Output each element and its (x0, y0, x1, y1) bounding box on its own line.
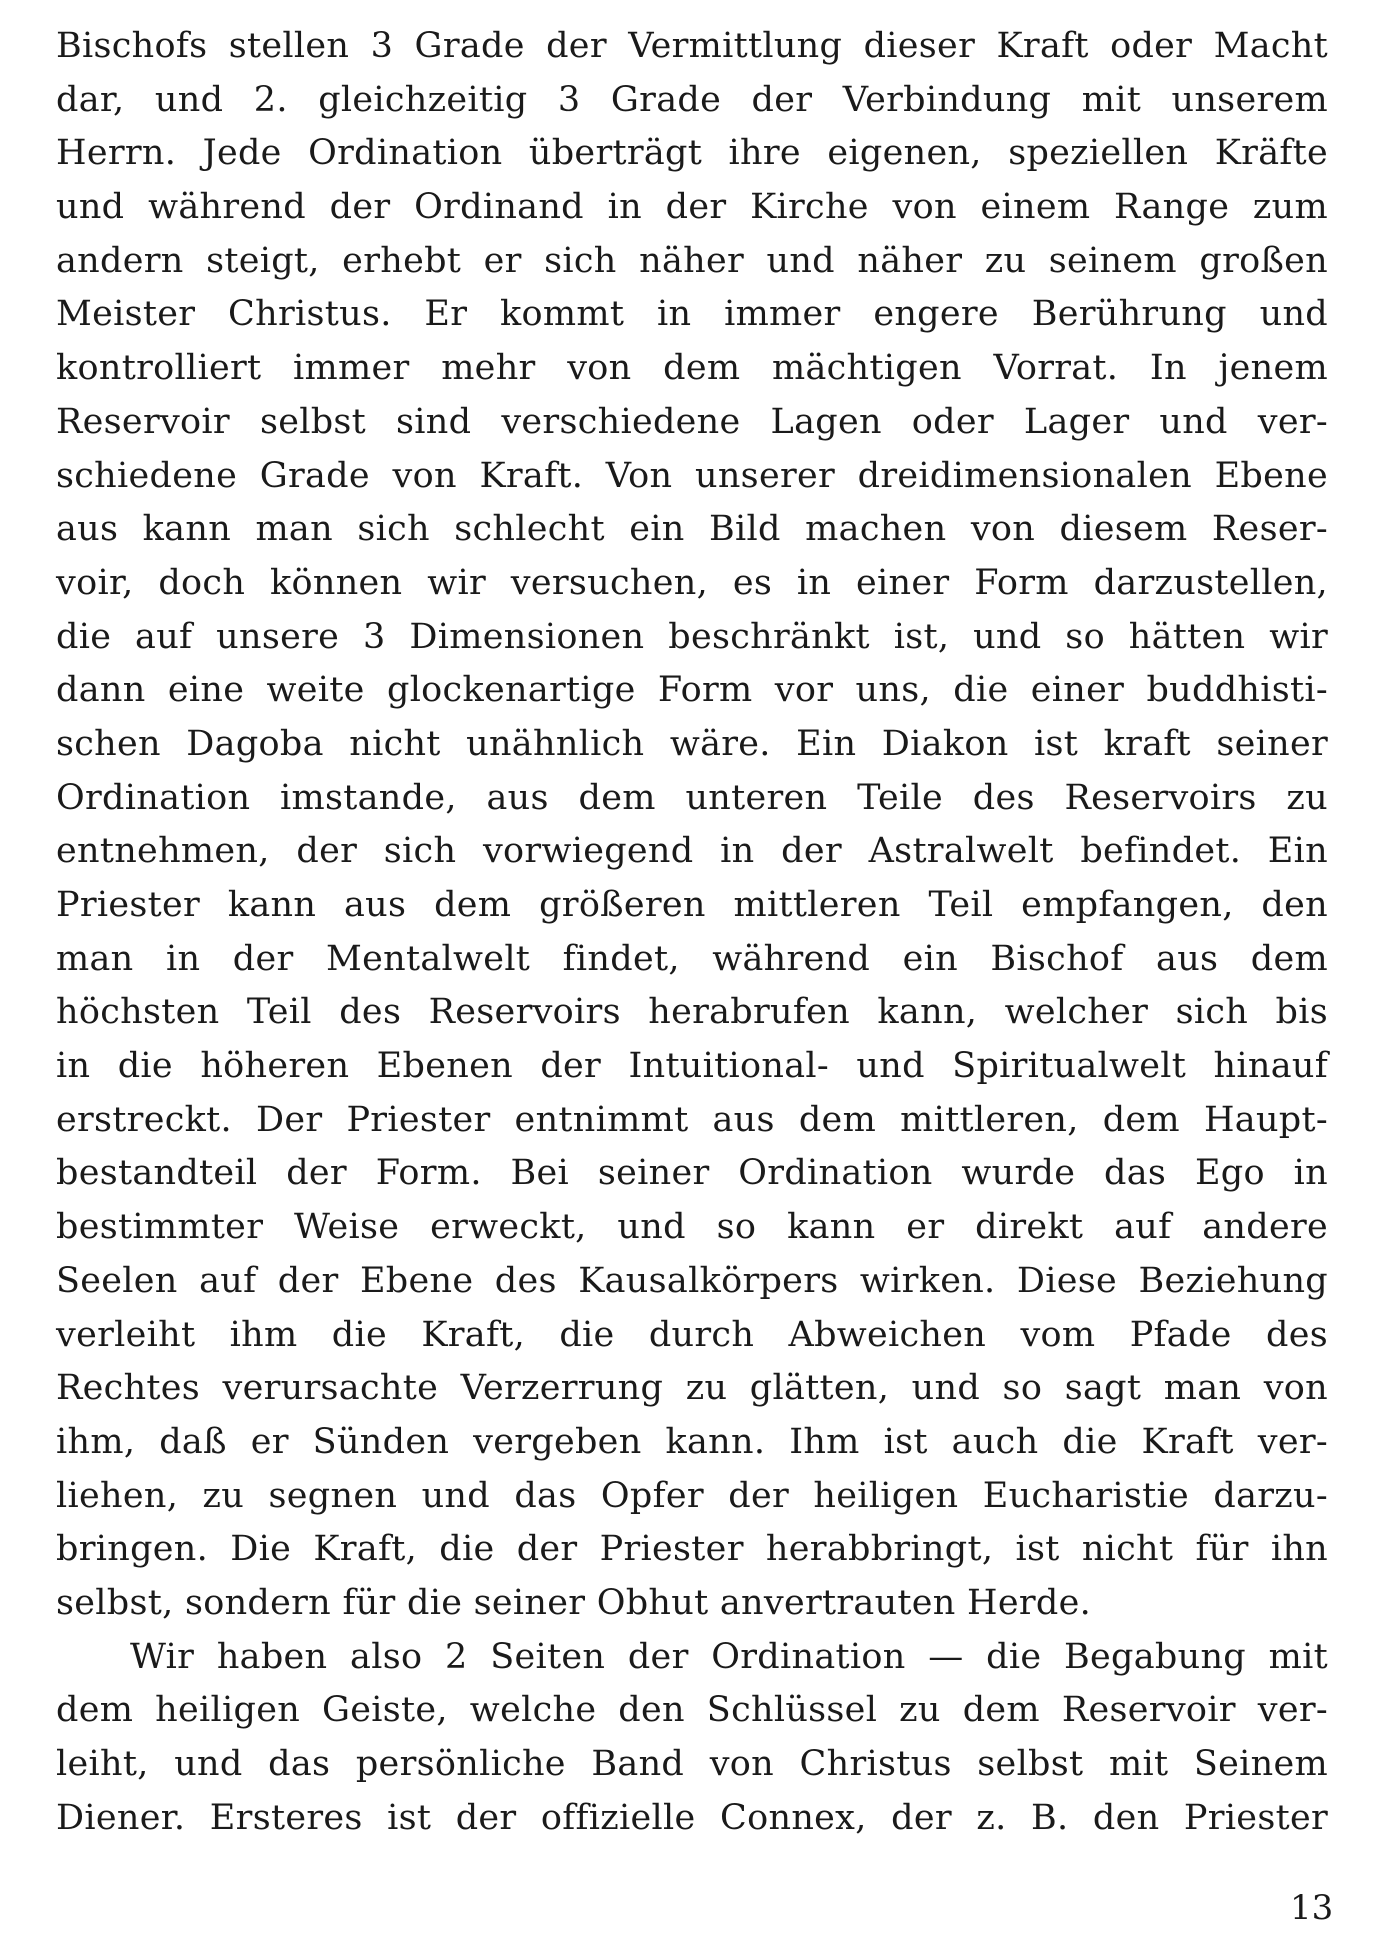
paragraph-1 (56, 20, 1328, 1631)
text-line: Meister Christus. Er kommt in immer engere Berührung und (56, 294, 1328, 335)
text-line: erstreckt. Der Priester entnimmt aus dem mittleren, dem Haupt- (56, 1099, 1328, 1140)
text-line: ihm, daß er Sünden vergeben kann. Ihm ist auch die Kraft ver- (56, 1421, 1328, 1462)
text-line: liehen, zu segnen und das Opfer der heiligen Eucharistie darzu- (56, 1475, 1328, 1516)
text-line: Ordination imstande, aus dem unteren Teile des Reservoirs zu (56, 777, 1328, 818)
text-line: verleiht ihm die Kraft, die durch Abweichen vom Pfade des (56, 1314, 1328, 1355)
text-line: bestandteil der Form. Bei seiner Ordination wurde das Ego in (56, 1153, 1328, 1194)
text-line: selbst, sondern für die seiner Obhut anvertrauten Herde. (56, 1582, 1092, 1623)
paragraph-2 (56, 1631, 1328, 1846)
text-line: man in der Mentalwelt findet, während ein Bischof aus dem (56, 938, 1328, 979)
text-line: Diener. Ersteres ist der offizielle Connex, der z. B. den Priester (56, 1797, 1328, 1838)
text-line: aus kann man sich schlecht ein Bild machen von diesem Reser- (56, 509, 1328, 550)
text-line: dem heiligen Geiste, welche den Schlüssel zu dem Reservoir ver- (56, 1690, 1328, 1731)
text-line: Rechtes verursachte Verzerrung zu glätten, und so sagt man von (56, 1368, 1328, 1409)
text-line: kontrolliert immer mehr von dem mächtigen Vorrat. In jenem (56, 348, 1328, 389)
text-line: höchsten Teil des Reservoirs herabrufen kann, welcher sich bis (56, 992, 1328, 1033)
page-number: 13 (1290, 1888, 1334, 1928)
text-line: bringen. Die Kraft, die der Priester herabbringt, ist nicht für ihn (56, 1529, 1328, 1570)
text-line: Herrn. Jede Ordination überträgt ihre eigenen, speziellen Kräfte (56, 133, 1328, 174)
text-line: bestimmter Weise erweckt, und so kann er direkt auf andere (56, 1207, 1328, 1248)
text-line: in die höheren Ebenen der Intuitional- und Spiritualwelt hinauf (56, 1046, 1328, 1087)
text-line: andern steigt, erhebt er sich näher und näher zu seinem großen (56, 240, 1328, 281)
text-line: schiedene Grade von Kraft. Von unserer dreidimensionalen Ebene (56, 455, 1328, 496)
text-line: entnehmen, der sich vorwiegend in der Astralwelt befindet. Ein (56, 831, 1328, 872)
page-body (56, 20, 1328, 1845)
text-line: leiht, und das persönliche Band von Christus selbst mit Seinem (56, 1744, 1328, 1784)
text-line: Priester kann aus dem größeren mittleren Teil empfangen, den (56, 885, 1328, 925)
text-line: Seelen auf der Ebene des Kausalkörpers wirken. Diese Beziehung (56, 1260, 1328, 1301)
text-line: Reservoir selbst sind verschiedene Lagen oder Lager und ver- (56, 401, 1328, 442)
text-line: schen Dagoba nicht unähnlich wäre. Ein Diakon ist kraft seiner (56, 723, 1328, 764)
text-line: und während der Ordinand in der Kirche von einem Range zum (56, 187, 1328, 228)
text-line: die auf unsere 3 Dimensionen beschränkt ist, und so hätten wir (56, 616, 1328, 657)
text-line: dann eine weite glockenartige Form vor uns, die einer buddhisti- (56, 670, 1328, 711)
text-line: Wir haben also 2 Seiten der Ordination — die Begabung mit (130, 1636, 1328, 1677)
text-line: Bischofs stellen 3 Grade der Vermittlung dieser Kraft oder Macht (56, 26, 1328, 66)
text-line: voir, doch können wir versuchen, es in einer Form darzustellen, (56, 562, 1328, 603)
text-line: dar, und 2. gleichzeitig 3 Grade der Verbindung mit unserem (56, 79, 1328, 120)
